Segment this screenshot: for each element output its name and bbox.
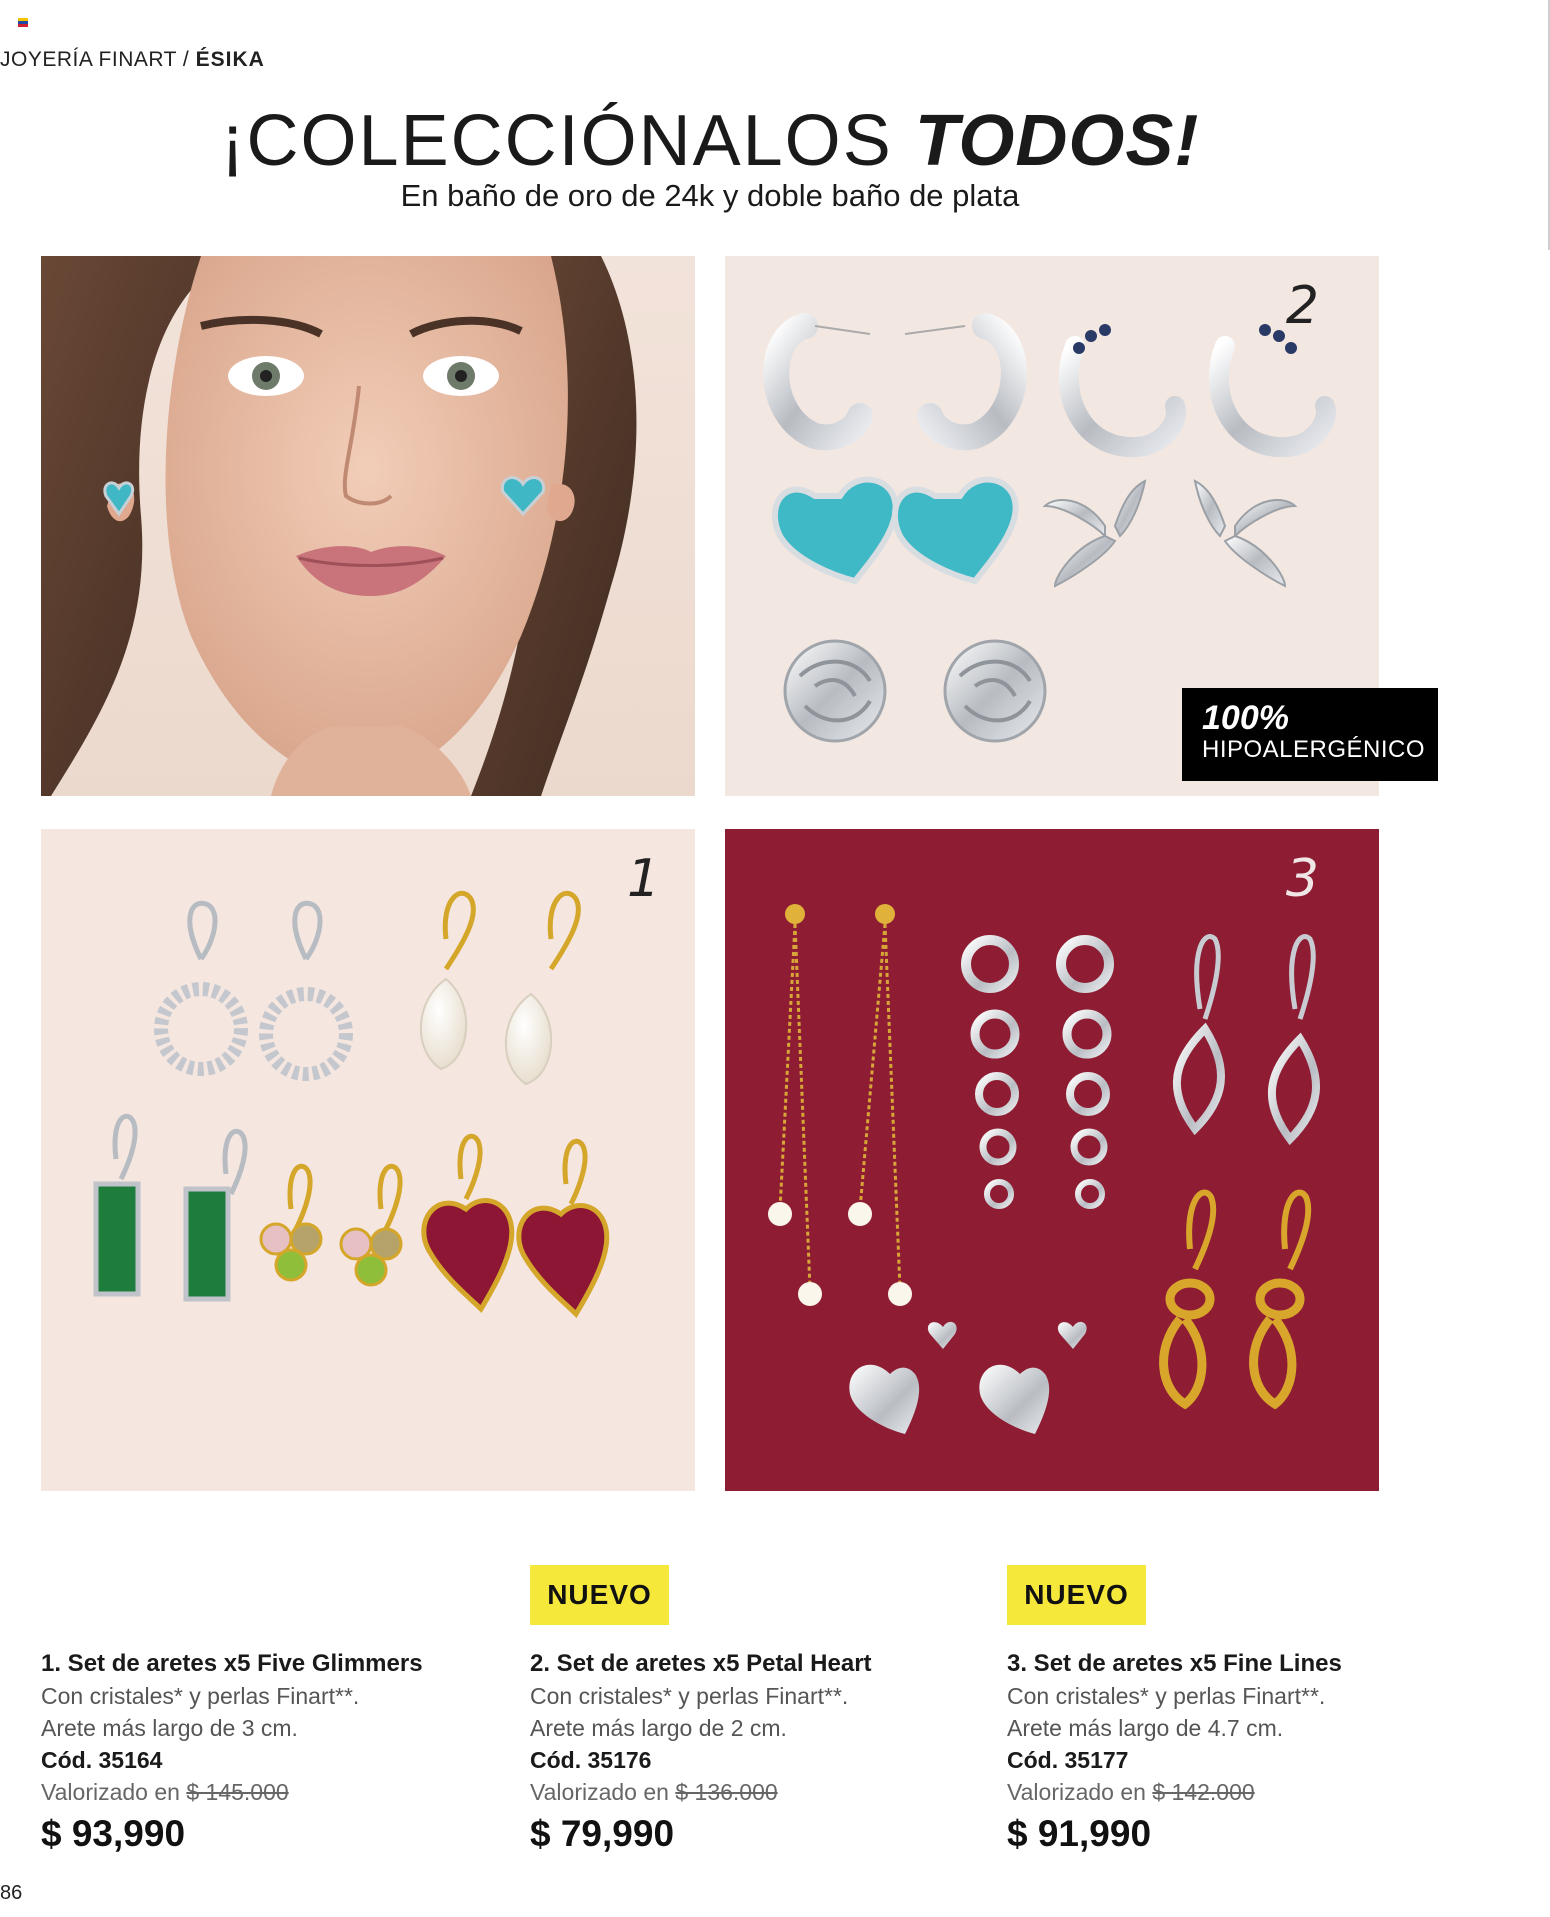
old-price: $ 145.000 [186,1779,289,1805]
beaded-circle-pair [161,903,346,1074]
valued-label: Valorizado en [530,1779,669,1805]
product-code: Cód. 35164 [41,1747,163,1773]
product-info-1 [41,1648,501,1858]
crescent-crystal-pair [1069,324,1326,447]
product-price: $ 91,990 [1007,1813,1152,1854]
valued-label: Valorizado en [41,1779,180,1805]
leaf-petal-pair [1045,481,1295,586]
old-price: $ 136.000 [675,1779,778,1805]
headline-bold: TODOS! [914,101,1200,181]
old-price: $ 142.000 [1152,1779,1255,1805]
knot-stud-pair [785,641,1045,741]
product-size: Arete más largo de 3 cm. [41,1715,298,1741]
panel-number-2: 2 [1285,276,1319,336]
hypo-label: HIPOALERGÉNICO [1202,736,1426,763]
section-header [0,48,265,72]
earrings-illustration-3 [725,829,1379,1491]
product-price: $ 93,990 [41,1813,186,1854]
product-price: $ 79,990 [530,1813,675,1854]
pearl-chain-pair [768,904,912,1306]
page-subheadline: En baño de oro de 24k y doble baño de plata [400,178,1020,213]
product-size: Arete más largo de 4.7 cm. [1007,1715,1284,1741]
page-headline [0,100,1420,182]
product-title: 2. Set de aretes x5 Petal Heart [530,1650,872,1677]
product-info-2 [530,1648,990,1858]
emerald-bar-pair [96,1116,245,1299]
flag-mark [18,18,28,28]
product-info-3 [1007,1648,1467,1858]
new-badge-2: NUEVO [530,1565,669,1625]
hypoallergenic-badge [1182,688,1438,781]
valued-at [41,1776,501,1808]
turquoise-heart-pair [775,480,1016,581]
product-title: 3. Set de aretes x5 Fine Lines [1007,1650,1342,1677]
gold-knot-pair [1164,1193,1309,1404]
product-description: Con cristales* y perlas Finart**. [1007,1683,1326,1709]
panel-number-1: 1 [627,849,661,909]
valued-at [530,1776,990,1808]
red-heart-drop-pair [424,1136,607,1314]
valued-at [1007,1776,1467,1808]
section-label: JOYERÍA FINART / [0,48,190,71]
product-photo-1 [41,829,695,1491]
model-illustration [41,256,695,796]
earrings-illustration-1 [41,829,695,1491]
page-number: 86 [0,1882,23,1904]
product-code: Cód. 35176 [530,1747,652,1773]
silver-heart-stud-pair [849,1322,1086,1434]
headline-light: ¡COLECCIÓNALOS [220,101,915,181]
link-chain-pair [966,940,1109,1206]
hypo-percent: 100% [1202,699,1289,737]
twisted-hoop-pair [776,326,1014,437]
product-description: Con cristales* y perlas Finart**. [41,1683,360,1709]
brand-logo: ÉSIKA [195,48,265,71]
product-description: Con cristales* y perlas Finart**. [530,1683,849,1709]
new-badge-3: NUEVO [1007,1565,1146,1625]
valued-label: Valorizado en [1007,1779,1146,1805]
product-code: Cód. 35177 [1007,1747,1129,1773]
model-photo [41,256,695,796]
product-size: Arete más largo de 2 cm. [530,1715,787,1741]
product-photo-3 [725,829,1379,1491]
twisted-drop-pair [1177,937,1316,1139]
panel-number-3: 3 [1285,849,1319,909]
product-title: 1. Set de aretes x5 Five Glimmers [41,1650,423,1677]
trio-crystal-pair [261,1166,401,1285]
pearl-drop-pair [421,893,579,1084]
